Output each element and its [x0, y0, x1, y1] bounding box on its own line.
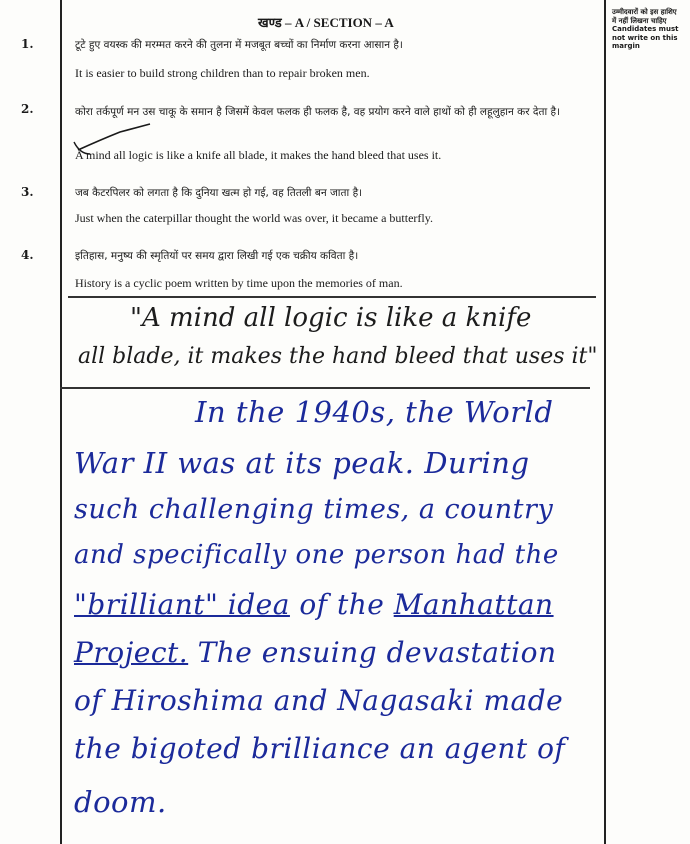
question-english: It is easier to build strong children than to repair broken men. — [75, 66, 370, 80]
underlined-phrase: Manhattan — [393, 588, 554, 621]
essay-topic-line: all blade, it makes the hand bleed that uses it" — [78, 344, 598, 369]
answer-line: such challenging times, a country — [74, 494, 554, 525]
question-hindi: जब कैटरपिलर को लगता है कि दुनिया खत्म हो गई, वह तितली बन जाता है। — [75, 187, 363, 199]
answer-line: War II was at its peak. During — [74, 446, 530, 480]
answer-line: doom. — [74, 785, 167, 819]
answer-line: and specifically one person had the — [74, 540, 559, 570]
margin-note — [612, 8, 682, 51]
pen-tick-mark — [60, 120, 180, 160]
divider — [68, 296, 596, 298]
answer-text: The ensuing devastation — [188, 636, 557, 669]
margin-note-english: Candidates must not write on this margin — [612, 25, 679, 50]
answer-line: the bigoted brilliance an agent of — [74, 732, 566, 765]
question-number: 4. — [21, 248, 34, 262]
question-hindi: इतिहास, मनुष्य की स्मृतियों पर समय द्वारा लिखी गई एक चक्रीय कविता है। — [75, 250, 359, 262]
answer-line-underlined — [74, 588, 554, 621]
question-english: Just when the caterpillar thought the world was over, it became a butterfly. — [75, 211, 433, 225]
answer-line: of Hiroshima and Nagasaki made — [74, 684, 564, 717]
answer-line: In the 1940s, the World — [195, 395, 554, 429]
question-number: 1. — [21, 37, 34, 51]
answer-text: of the — [289, 588, 394, 621]
question-number: 2. — [21, 102, 34, 116]
question-english: History is a cyclic poem written by time upon the memories of man. — [75, 276, 403, 290]
question-number: 3. — [21, 185, 34, 199]
question-hindi: टूटे हुए वयस्क की मरम्मत करने की तुलना में मजबूत बच्चों का निर्माण करना आसान है। — [75, 39, 403, 51]
section-title: खण्ड – A / SECTION – A — [258, 15, 394, 30]
underlined-phrase: Project. — [74, 636, 189, 669]
right-margin-border — [604, 0, 606, 844]
margin-note-hindi: उम्मीदवारों को इस हाशिए में नहीं लिखना चाहिए — [612, 8, 677, 25]
answer-line-underlined — [74, 636, 557, 669]
question-english: A mind all logic is like a knife all blade, it makes the hand bleed that uses it. — [75, 148, 442, 162]
divider — [60, 387, 590, 389]
essay-topic-line: "A mind all logic is like a knife — [130, 303, 532, 333]
question-hindi: कोरा तर्कपूर्ण मन उस चाकू के समान है जिसमें केवल फलक ही फलक है, वह प्रयोग करने वाले हाथों को ही लहूलुहान कर देता है। — [75, 106, 561, 118]
underlined-phrase: "brilliant" idea — [74, 588, 290, 621]
